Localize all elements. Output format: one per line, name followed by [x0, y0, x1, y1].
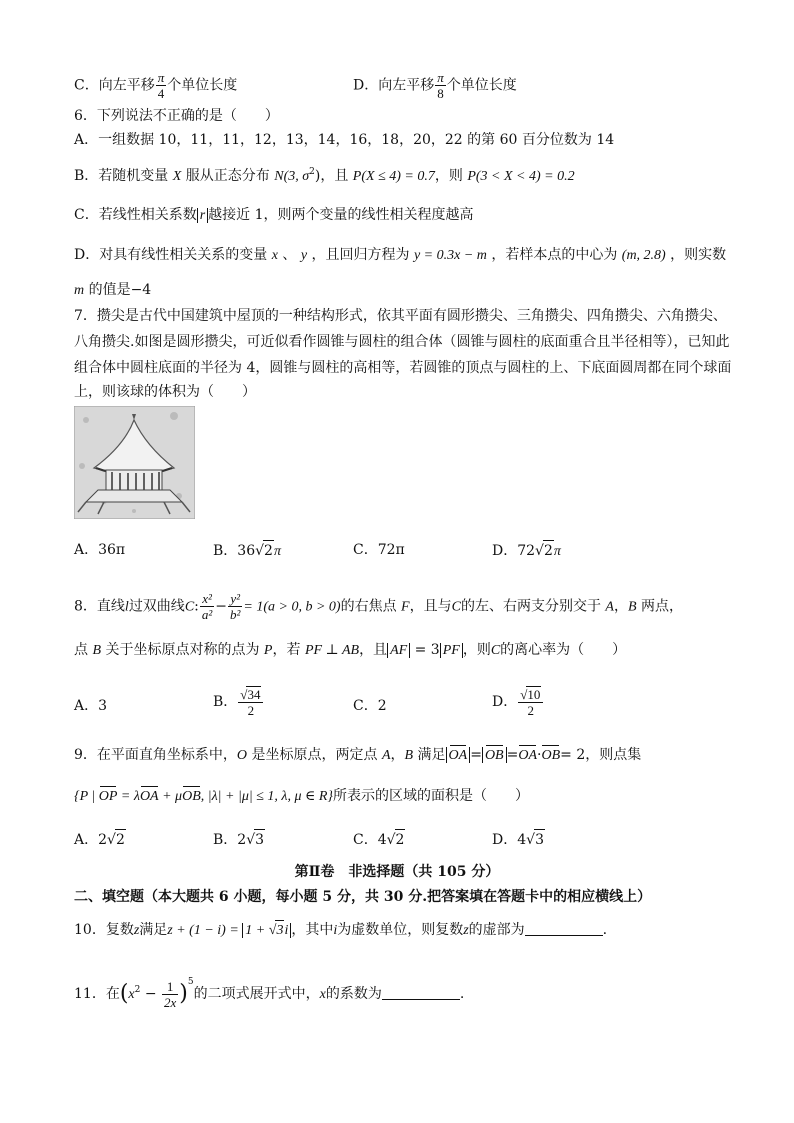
q5-c-fraction: $\frac{\pi}{4}$ — [157, 70, 165, 101]
q5-option-c: C．向左平移 $\frac{\pi}{4}$ 个单位长度 — [74, 70, 238, 101]
q6-option-b: B．若随机变量 X 服从正态分布 N(3, $\sigma^2$)，且 P(X ≤ 4) = 0.7，则 P(3 < X < 4) = 0.2 — [74, 167, 575, 184]
q7-line-1: 7．攒尖是古代中国建筑中屋顶的一种结构形式，依其平面有圆形攒尖、三角攒尖、四角攒尖、六角攒尖、 — [74, 308, 727, 324]
q10: 10．复数z满足z + (1 − i) = 1 + √3i ，其中i为虚数单位，则复数z的虚部为 . — [74, 920, 607, 941]
q8-option-c: C．2 — [353, 698, 387, 714]
q7-option-b: B．36√2π — [213, 540, 281, 562]
q9-option-c: C．4√2 — [353, 829, 405, 850]
section-2-title: 第Ⅱ卷 非选择题（共 105 分） — [294, 864, 500, 880]
q6-option-d-cont: m 的值是−4 — [74, 282, 152, 298]
q7-line-4: 上，则该球的体积为（ ） — [74, 384, 256, 400]
q9-option-b: B．2√3 — [213, 829, 265, 850]
q5-d-fraction: $\frac{\pi}{8}$ — [437, 70, 444, 101]
q6-option-c: C．若线性相关系数 r 越接近 1，则两个变量的线性相关程度越高 — [74, 207, 474, 223]
q11: 11．在($x^2$ − $\frac{1}{2x}$ )$^5$的二项式展开式中，x的系数为 . — [74, 977, 465, 1010]
q5-c-text: C．向左平移 — [74, 77, 155, 94]
q6-option-a: A．一组数据 10，11，11，12，13，14，16，18，20，22 的第 60 百分位数为 14 — [74, 132, 615, 148]
q5-d-text: D．向左平移 — [353, 77, 435, 94]
q8-frac-x: $\frac{\text{x²}}{\text{a²}}$ — [201, 591, 213, 622]
q7-option-a: A．36π — [74, 542, 126, 558]
fill-in-header: 二、填空题（本大题共 6 小题，每小题 5 分，共 30 分.把答案填在答题卡中的相应横线上） — [74, 889, 652, 905]
q9-option-d: D．4√3 — [492, 829, 545, 850]
q7-line-3: 组合体中圆柱底面的半径为 4，圆锥与圆柱的高相等，若圆锥的顶点与圆柱的上、下底面圆周都在同个球面 — [74, 360, 732, 376]
q8-option-d: D． $\frac{√10}{2}$ — [492, 686, 544, 718]
q9-line-2: {P | OP = λOA + μOB, |λ| + |μ| ≤ 1, λ, μ ∈ R}所表示的区域的面积是（ ） — [74, 786, 529, 807]
q6-option-d: D．对具有线性相关关系的变量 x 、 y ，且回归方程为 y = 0.3x − m ，若样本点的中心为 (m, 2.8) ，则实数 — [74, 247, 727, 263]
q8-option-a: A．3 — [74, 698, 108, 714]
q5-option-d: D．向左平移 $\frac{\pi}{8}$ 个单位长度 — [353, 70, 517, 101]
q9-option-a: A．2√2 — [74, 829, 126, 850]
q8-line-1: 8．直线l过双曲线C: $\frac{\text{x²}}{\text{a²}}$ − $\frac{\text{y²}}{\text{b²}}$ = 1(a > 0, b > 0)的右焦点 F，且与C的左、右两支分别交于 A，B 两点， — [74, 591, 683, 622]
q9-line-1: 9．在平面直角坐标系中，O 是坐标原点，两定点 A，B 满足 OA = OB =OA·OB= 2，则点集 — [74, 745, 641, 766]
q6-stem: 6．下列说法不正确的是（ ） — [74, 108, 279, 124]
q11-answer-blank[interactable] — [382, 985, 460, 1000]
pavilion-image — [74, 406, 195, 519]
q7-option-c: C．72π — [353, 542, 405, 558]
q7-line-2: 八角攒尖.如图是圆形攒尖，可近似看作圆锥与圆柱的组合体（圆锥与圆柱的底面重合且半径相等），已知此 — [74, 334, 730, 350]
q10-answer-blank[interactable] — [525, 921, 603, 936]
q8-option-b: B． $\frac{√34}{2}$ — [213, 686, 264, 718]
q8-frac-y: $\frac{\text{y²}}{\text{b²}}$ — [230, 591, 241, 622]
q7-option-d: D．72√2π — [492, 540, 561, 562]
q8-line-2: 点 B 关于坐标原点对称的点为 P，若 PF ⊥ AB，且 AF = 3 PF ，则C的离心率为（ ） — [74, 642, 627, 658]
